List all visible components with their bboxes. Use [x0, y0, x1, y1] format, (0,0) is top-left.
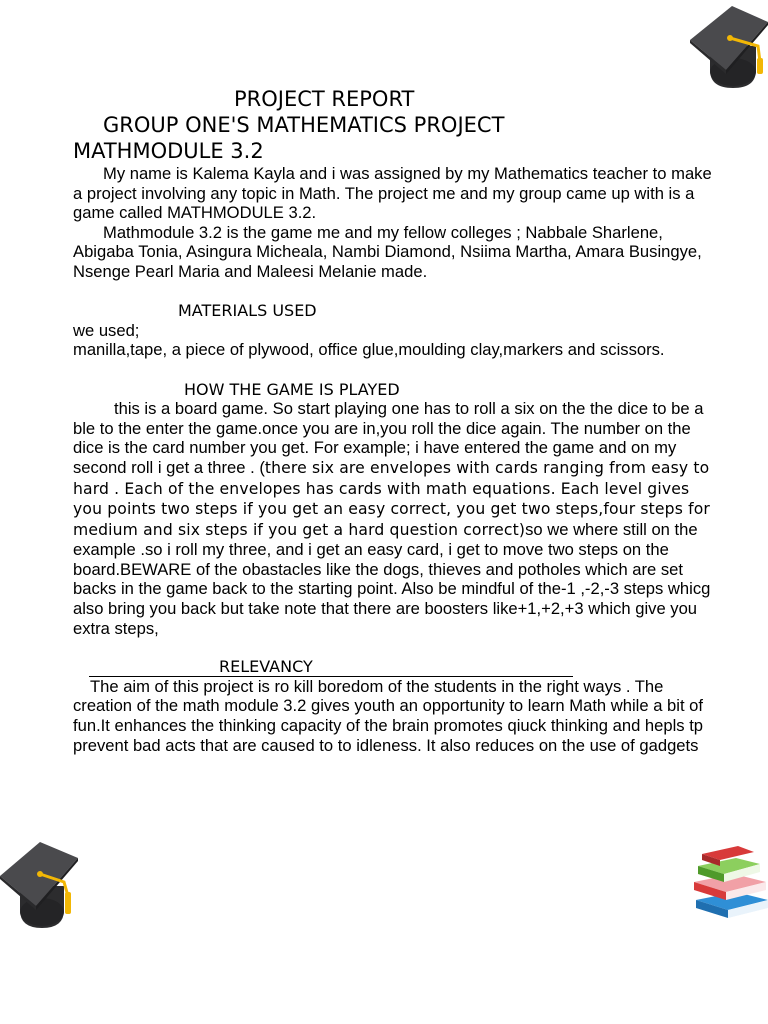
how-to-play-paragraph	[73, 399, 713, 638]
materials-list: manilla,tape, a piece of plywood, office glue,moulding clay,markers and scissors.	[73, 340, 665, 360]
materials-heading: MATERIALS USED	[178, 301, 317, 321]
intro-paragraph-2: Mathmodule 3.2 is the game me and my fellow colleges ; Nabbale Sharlene, Abigaba Tonia, Asingura Micheala, Nambi Diamond, Nsiima Martha, Amara Busingye, Nsenge Pearl Maria and Maleesi Melanie made.	[73, 222, 702, 281]
relevancy-paragraph: The aim of this project is ro kill boredom of the students in the right ways . The creation of the math module 3.2 gives youth an opportunity to learn Math while a bit of fun.It enhances the thinking capacity of the brain promotes qiuck thinking and hepls tp prevent bad acts that are caused to to idleness. It also reduces on the use of gadgets	[73, 676, 704, 755]
title-line-2: GROUP ONE'S MATHEMATICS PROJECT	[103, 113, 505, 137]
how-to-play-heading: HOW THE GAME IS PLAYED	[184, 379, 400, 399]
materials-intro: we used;	[73, 320, 140, 340]
document-body	[73, 86, 713, 755]
how-to-play-text-2: there six are envelopes with cards ranging from easy to hard . Each of the envelopes has cards with math equations. Each level gives you points two steps if you get an easy correct, you get two steps,four steps for medium and six steps if you get a hard question correct)	[73, 458, 710, 539]
books-stack-icon	[688, 842, 768, 920]
graduation-cap-icon	[688, 0, 768, 92]
title-line-3: MATHMODULE 3.2	[73, 139, 264, 163]
spacer	[73, 282, 713, 302]
how-to-play-text-1: this is a board game. So start playing one has to roll a six on the the dice to be a ble to the enter the game.once you are in,you roll the dice again. The number on the dice is the card number you get. For example; i have entered the game and on my second roll i get a three . (	[73, 399, 704, 477]
title-line-1: PROJECT REPORT	[234, 87, 415, 111]
spacer	[73, 360, 713, 380]
graduation-cap-icon	[0, 840, 80, 932]
relevancy-heading-label: RELEVANCY	[219, 656, 313, 676]
how-to-play-text-3: so we where still on the example .so i roll my three, and i get an easy card, i get to move two steps on the board.BEWARE of the obastacles like the dogs, thieves and potholes which are set backs in the game back to the starting point. Also be mindful of the-1 ,-2,-3 steps whicg also bring you back but take note that there are boosters like+1,+2,+3 which give you extra steps,	[73, 519, 711, 638]
intro-paragraph-1: My name is Kalema Kayla and i was assigned by my Mathematics teacher to make a project involving any topic in Math. The project me and my group came up with is a game called MATHMODULE 3.2.	[73, 164, 712, 223]
relevancy-heading	[89, 658, 573, 677]
spacer	[73, 638, 713, 658]
